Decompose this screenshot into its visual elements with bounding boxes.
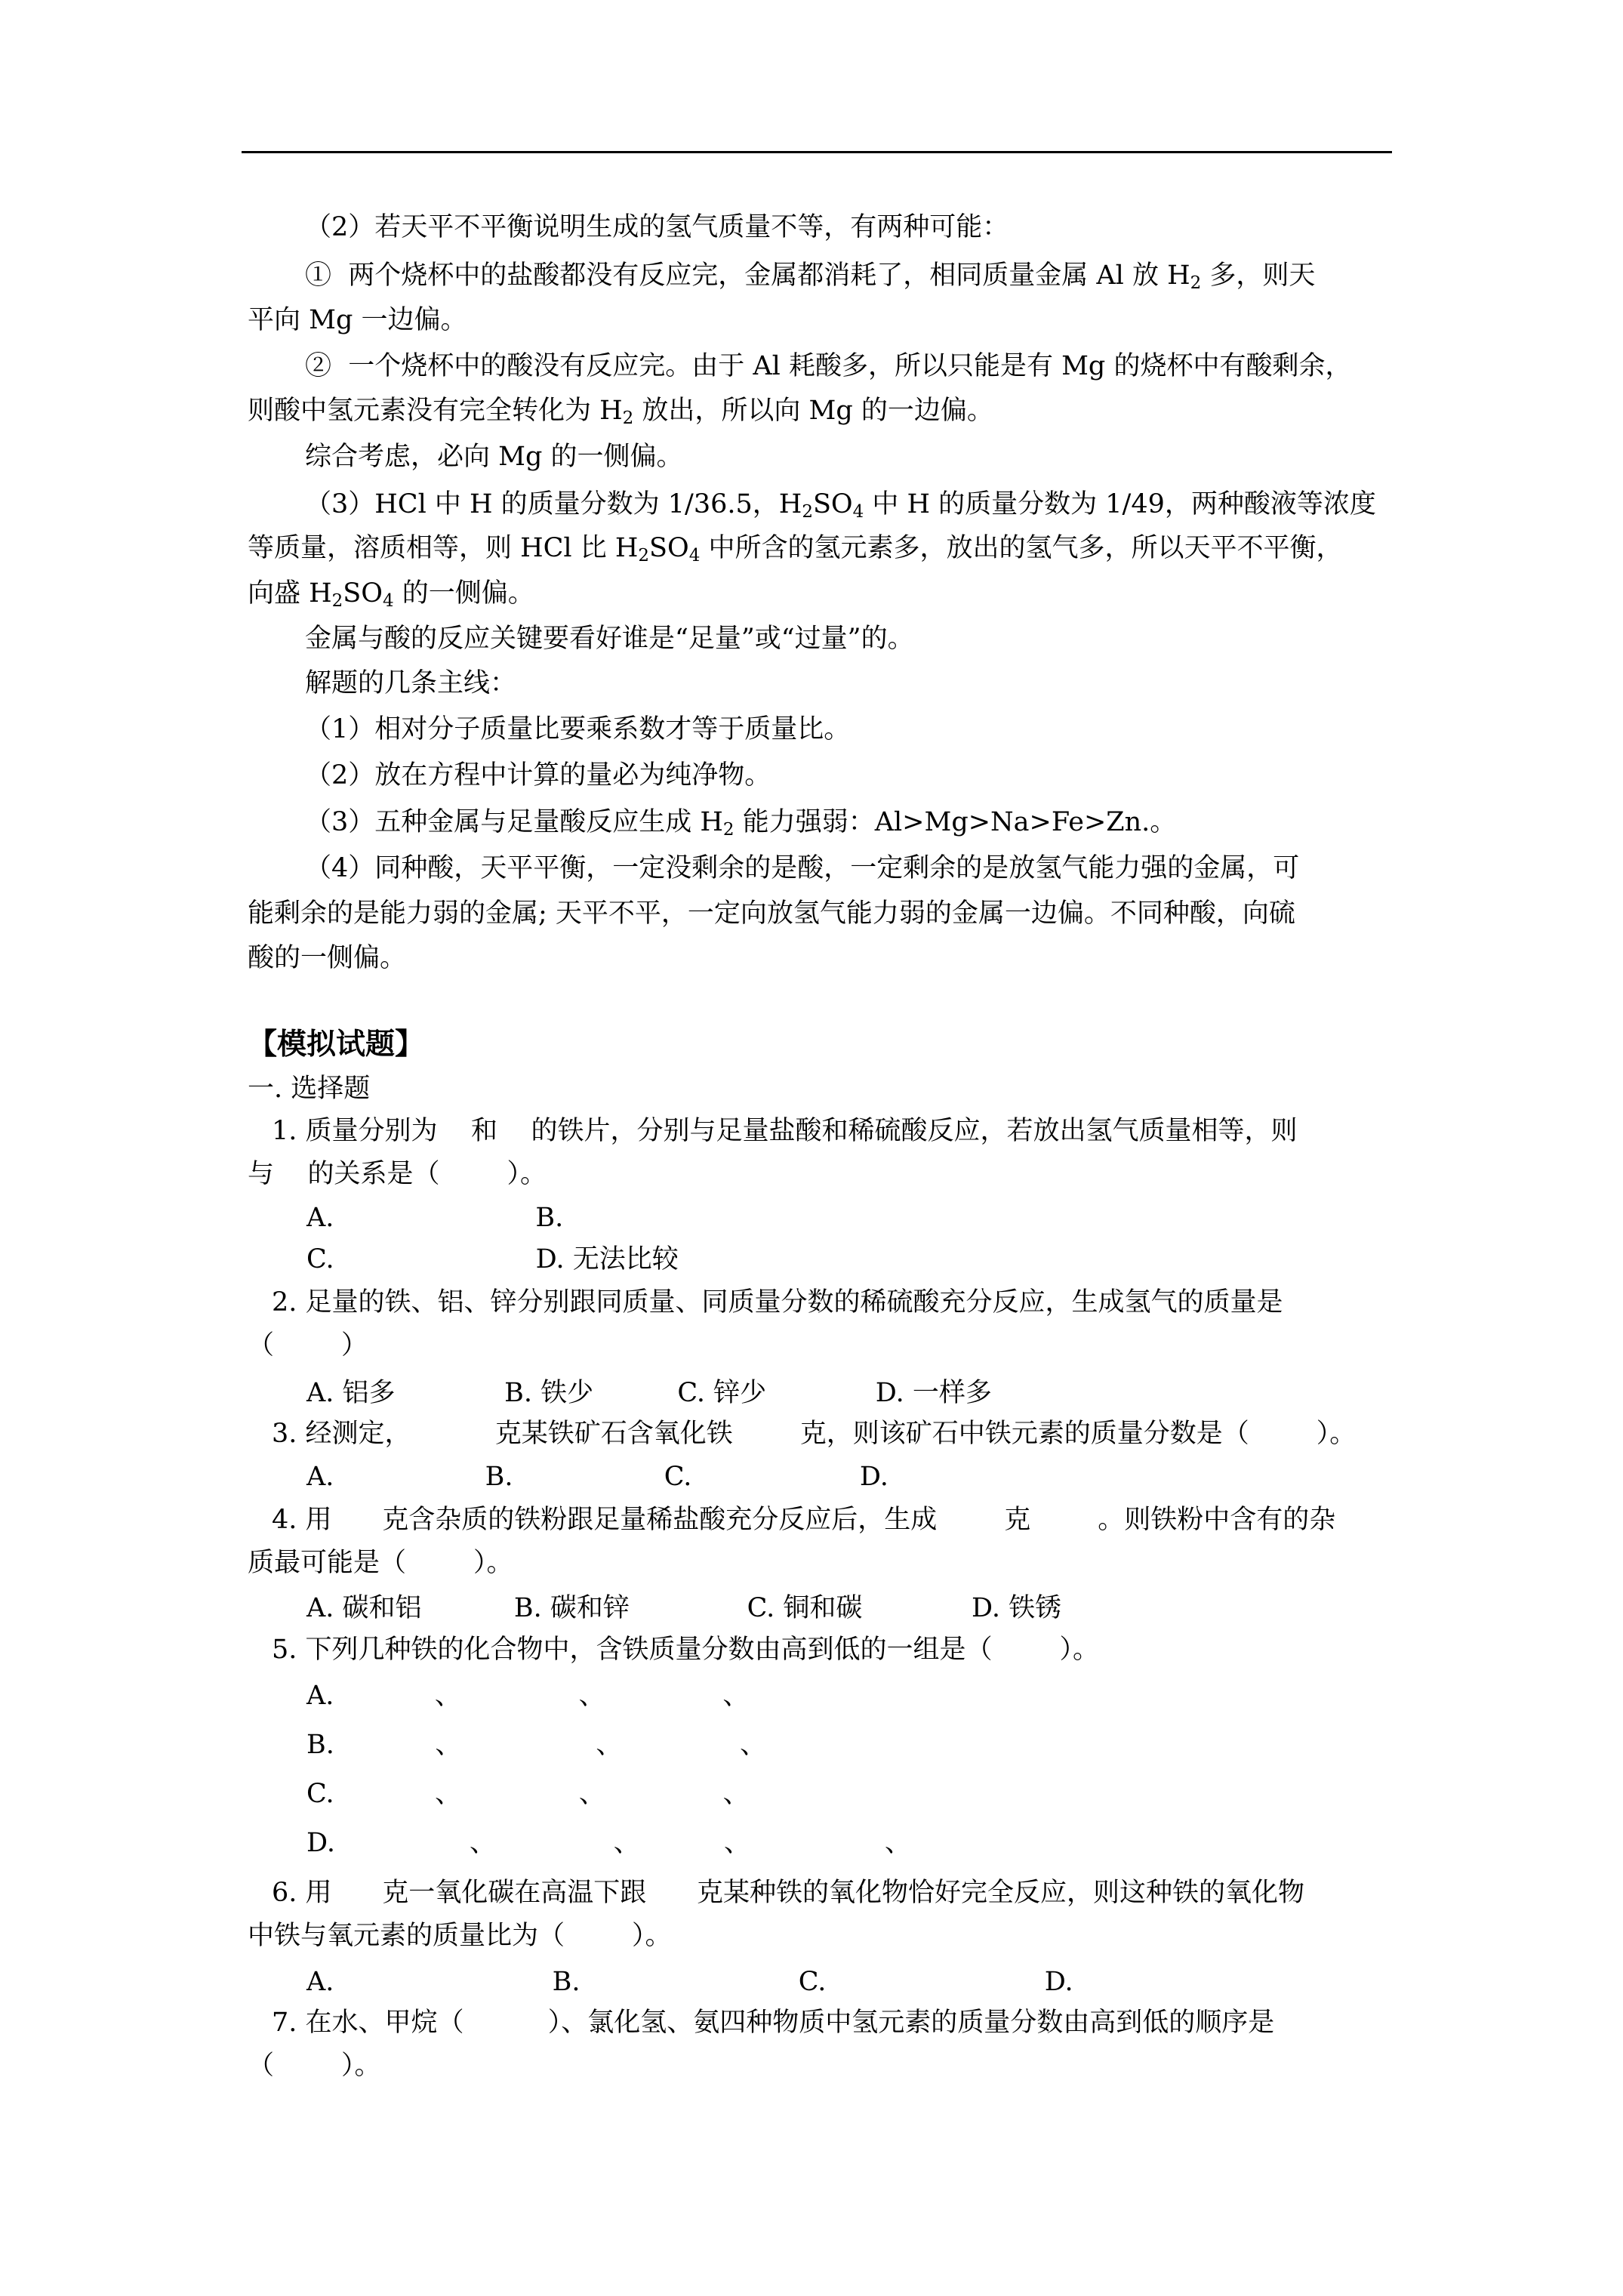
para-line: （3）HCl 中 H 的质量分数为 1/36.5，$H_2SO_4$ 中 H 的质量分数为 1/49，两种酸液等浓度 [305,489,1376,522]
option-line: A. B. C. D. [306,1967,1073,1997]
para-line: （1）相对分子质量比要乘系数才等于质量比。 [305,714,851,744]
option-line: C. D. 无法比较 [306,1244,679,1274]
para-line: 则酸中氢元素没有完全转化为 $H_2$ 放出，所以向 Mg 的一边偏。 [248,396,993,428]
para-line: 综合考虑，必向 Mg 的一侧偏。 [305,442,683,472]
para-line: （2）放在方程中计算的量必为纯净物。 [305,760,771,791]
question-line: 中铁与氧元素的质量比为（ ）。 [248,1921,672,1951]
option-line: A. B. [306,1203,564,1233]
option-line: B. 、 、 、 [306,1730,767,1760]
para-line: 酸的一侧偏。 [248,943,407,973]
para-line: ① 两个烧杯中的盐酸都没有反应完，金属都消耗了，相同质量金属 Al 放 $H_2$ 多，则天 [305,260,1316,293]
question-line: 质最可能是（ ）。 [248,1548,513,1578]
question-line: （ ） [248,1330,368,1361]
para-line: 向盛 $H_2SO_4$ 的一侧偏。 [248,578,534,611]
question-line: 5. 下列几种铁的化合物中，含铁质量分数由高到低的一组是（ ）。 [272,1635,1100,1665]
para-line: （4）同种酸，天平平衡，一定没剩余的是酸，一定剩余的是放氢气能力强的金属，可 [305,853,1300,883]
question-line: 2. 足量的铁、铝、锌分别跟同质量、同质量分数的稀硫酸充分反应，生成氢气的质量是 [272,1287,1283,1318]
option-line: A. 、 、 、 [306,1681,750,1711]
question-line: 6. 用 克一氧化碳在高温下跟 克某种铁的氧化物恰好完全反应，则这种铁的氧化物 [272,1878,1305,1908]
question-line: 1. 质量分别为 和 的铁片，分别与足量盐酸和稀硫酸反应，若放出氢气质量相等，则 [272,1116,1298,1146]
para-line: 平向 Mg 一边偏。 [248,305,467,335]
header-rule [242,151,1392,153]
para-line: 等质量，溶质相等，则 HCl 比 $H_2SO_4$ 中所含的氢元素多，放出的氢气多，所以天平不平衡， [248,533,1343,566]
option-line: A. 铝多 B. 铁少 C. 锌少 D. 一样多 [306,1378,992,1408]
para-line: 解题的几条主线： [305,668,517,698]
option-line: A. 碳和铝 B. 碳和锌 C. 铜和碳 D. 铁锈 [306,1593,1062,1623]
section-title: 一. 选择题 [248,1074,371,1104]
question-line: 7. 在水、甲烷（ ）、氯化氢、氨四种物质中氢元素的质量分数由高到低的顺序是 [272,2008,1275,2038]
question-line: 3. 经测定， 克某铁矿石含氧化铁 克，则该矿石中铁元素的质量分数是（ ）。 [272,1419,1357,1449]
para-line: ② 一个烧杯中的酸没有反应完。由于 Al 耗酸多，所以只能是有 Mg 的烧杯中有酸剩余， [305,351,1352,381]
para-line: （2）若天平不平衡说明生成的氢气质量不等，有两种可能： [305,212,1009,242]
question-line: 与 的关系是（ ）。 [248,1159,547,1189]
option-line: C. 、 、 、 [306,1779,750,1809]
question-line: 4. 用 克含杂质的铁粉跟足量稀盐酸充分反应后，生成 克 。则铁粉中含有的杂 [272,1505,1336,1535]
para-line: 金属与酸的反应关键要看好谁是“足量”或“过量”的。 [305,624,914,654]
option-line: A. B. C. D. [306,1462,888,1492]
section-heading: 【模拟试题】 [248,1027,425,1062]
question-line: （ ）。 [248,2051,381,2081]
option-line: D. 、 、 、 、 [306,1828,911,1858]
para-line: （3）五种金属与足量酸反应生成 $H_2$ 能力强弱：Al>Mg>Na>Fe>Zn.。 [305,807,1177,840]
para-line: 能剩余的是能力弱的金属; 天平不平，一定向放氢气能力弱的金属一边偏。不同种酸，向硫 [248,898,1295,929]
